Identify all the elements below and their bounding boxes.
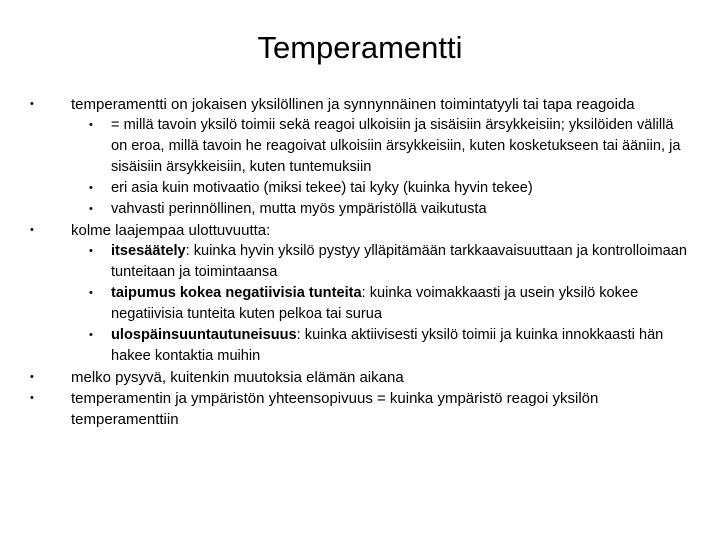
bullet-icon: • <box>89 245 93 257</box>
sub-list-item <box>80 241 690 283</box>
bullet-icon: • <box>89 203 93 215</box>
bullet-icon: • <box>30 98 34 110</box>
sub-list-item <box>80 115 690 178</box>
sub-list-item <box>80 283 690 325</box>
list-item <box>30 388 690 430</box>
term-bold: ulospäinsuuntautuneisuus <box>111 327 297 343</box>
bullet-icon: • <box>30 392 34 404</box>
sub-bullet-list <box>71 241 690 367</box>
sub-bullet-list <box>71 115 690 220</box>
sub-item-text: = millä tavoin yksilö toimii sekä reagoi ulkoisiin ja sisäisiin ärsykkeisiin; yksilöiden välillä on eroa, millä tavoin he reagoivat ulkoisiin ärsykkeisiin, kuten kosketukseen tai ääniin, ja sisäisiin ärsykkeisiin, kuten tuntemuksiin <box>111 117 681 175</box>
slide-content <box>30 94 690 430</box>
bullet-icon: • <box>89 182 93 194</box>
bullet-icon: • <box>89 329 93 341</box>
sub-list-item <box>80 325 690 367</box>
sub-list-item <box>80 178 690 199</box>
item-text: melko pysyvä, kuitenkin muutoksia elämän aikana <box>71 369 404 386</box>
sub-item-text: : kuinka voimakkaasti ja usein yksilö kokee negatiivisia tunteita kuten pelkoa tai surua <box>111 285 639 322</box>
sub-item-text: : kuinka hyvin yksilö pystyy ylläpitämään tarkkaavaisuuttaan ja kontrolloimaan tunteitaan ja toimintaansa <box>111 243 687 280</box>
bullet-icon: • <box>30 371 34 383</box>
bullet-icon: • <box>89 287 93 299</box>
list-item <box>30 94 690 220</box>
list-item <box>30 220 690 367</box>
slide-title: Temperamentti <box>257 30 463 65</box>
term-bold: taipumus kokea negatiivisia tunteita <box>111 285 362 301</box>
sub-list-item <box>80 199 690 220</box>
list-item <box>30 367 690 388</box>
bullet-icon: • <box>30 224 34 236</box>
item-text: temperamentin ja ympäristön yhteensopivuus = kuinka ympäristö reagoi yksilön temperamenttiin <box>71 390 599 428</box>
sub-item-text: : kuinka aktiivisesti yksilö toimii ja kuinka innokkaasti hän hakee kontaktia muihin <box>111 327 664 364</box>
bullet-icon: • <box>89 119 93 131</box>
item-text: temperamentti on jokaisen yksilöllinen ja synnynnäinen toimintatyyli tai tapa reagoida <box>71 96 635 113</box>
bullet-list <box>30 94 690 430</box>
sub-item-text: eri asia kuin motivaatio (miksi tekee) tai kyky (kuinka hyvin tekee) <box>111 180 533 196</box>
item-text: kolme laajempaa ulottuvuutta: <box>71 222 271 239</box>
term-bold: itsesäätely <box>111 243 186 259</box>
sub-item-text: vahvasti perinnöllinen, mutta myös ympäristöllä vaikutusta <box>111 201 487 217</box>
